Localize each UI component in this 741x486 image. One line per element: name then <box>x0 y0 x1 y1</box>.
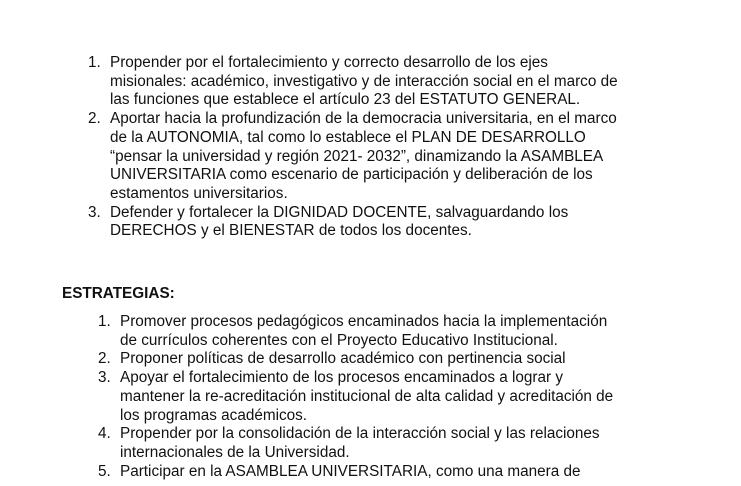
item-text-line: de currículos coherentes con el Proyecto Educativo Institucional. <box>120 331 558 349</box>
item-number: 1. <box>98 313 111 330</box>
item-number: 2. <box>98 350 111 368</box>
item-text-line: Apoyar el fortalecimiento de los procesos encaminados a lograr y <box>120 369 563 387</box>
item-number: 3. <box>98 369 111 387</box>
list-item <box>98 369 728 425</box>
item-text-line: Propender por el fortalecimiento y correcto desarrollo de los ejes <box>110 54 548 71</box>
objectives-list <box>88 54 728 241</box>
item-text-line: las funciones que establece el artículo 23 del ESTATUTO GENERAL. <box>110 91 581 109</box>
item-text-line: los programas académicos. <box>120 406 308 424</box>
item-number: 4. <box>98 425 111 443</box>
list-item <box>98 425 728 462</box>
list-item <box>88 110 728 204</box>
item-text-line: estamentos universitarios. <box>110 184 288 202</box>
item-number: 5. <box>98 462 111 480</box>
item-text-line: de la AUTONOMIA, tal como lo establece el PLAN DE DESARROLLO <box>110 128 586 146</box>
strategies-list <box>98 313 728 481</box>
list-item <box>98 463 728 482</box>
item-text-line: Propender por la consolidación de la interacción social y las relaciones <box>120 425 600 443</box>
item-text-line: Participar en la ASAMBLEA UNIVERSITARIA, como una manera de <box>120 462 581 480</box>
item-text-line: Aportar hacia la profundización de la democracia universitaria, en el marco <box>110 110 617 128</box>
list-item <box>98 313 728 350</box>
strategies-heading: ESTRATEGIAS: <box>62 285 175 302</box>
item-text-line: UNIVERSITARIA como escenario de participación y deliberación de los <box>110 166 593 184</box>
item-text-line: misionales: académico, investigativo y de interacción social en el marco de <box>110 72 618 90</box>
item-text-line: Proponer políticas de desarrollo académico con pertinencia social <box>120 350 566 368</box>
list-item <box>88 54 728 110</box>
item-number: 2. <box>88 110 101 128</box>
list-item <box>88 204 728 241</box>
item-text-line: Promover procesos pedagógicos encaminados hacia la implementación <box>120 313 608 330</box>
item-text-line: DERECHOS y el BIENESTAR de todos los docentes. <box>110 222 472 240</box>
item-text-line: “pensar la universidad y región 2021- 2032”, dinamizando la ASAMBLEA <box>110 147 604 165</box>
item-text-line: Defender y fortalecer la DIGNIDAD DOCENTE, salvaguardando los <box>110 203 569 221</box>
item-text-line: mantener la re-acreditación institucional de alta calidad y acreditación de <box>120 387 614 405</box>
list-item <box>98 350 728 369</box>
item-number: 1. <box>88 54 101 71</box>
item-text-line: internacionales de la Universidad. <box>120 443 350 461</box>
item-number: 3. <box>88 203 101 221</box>
